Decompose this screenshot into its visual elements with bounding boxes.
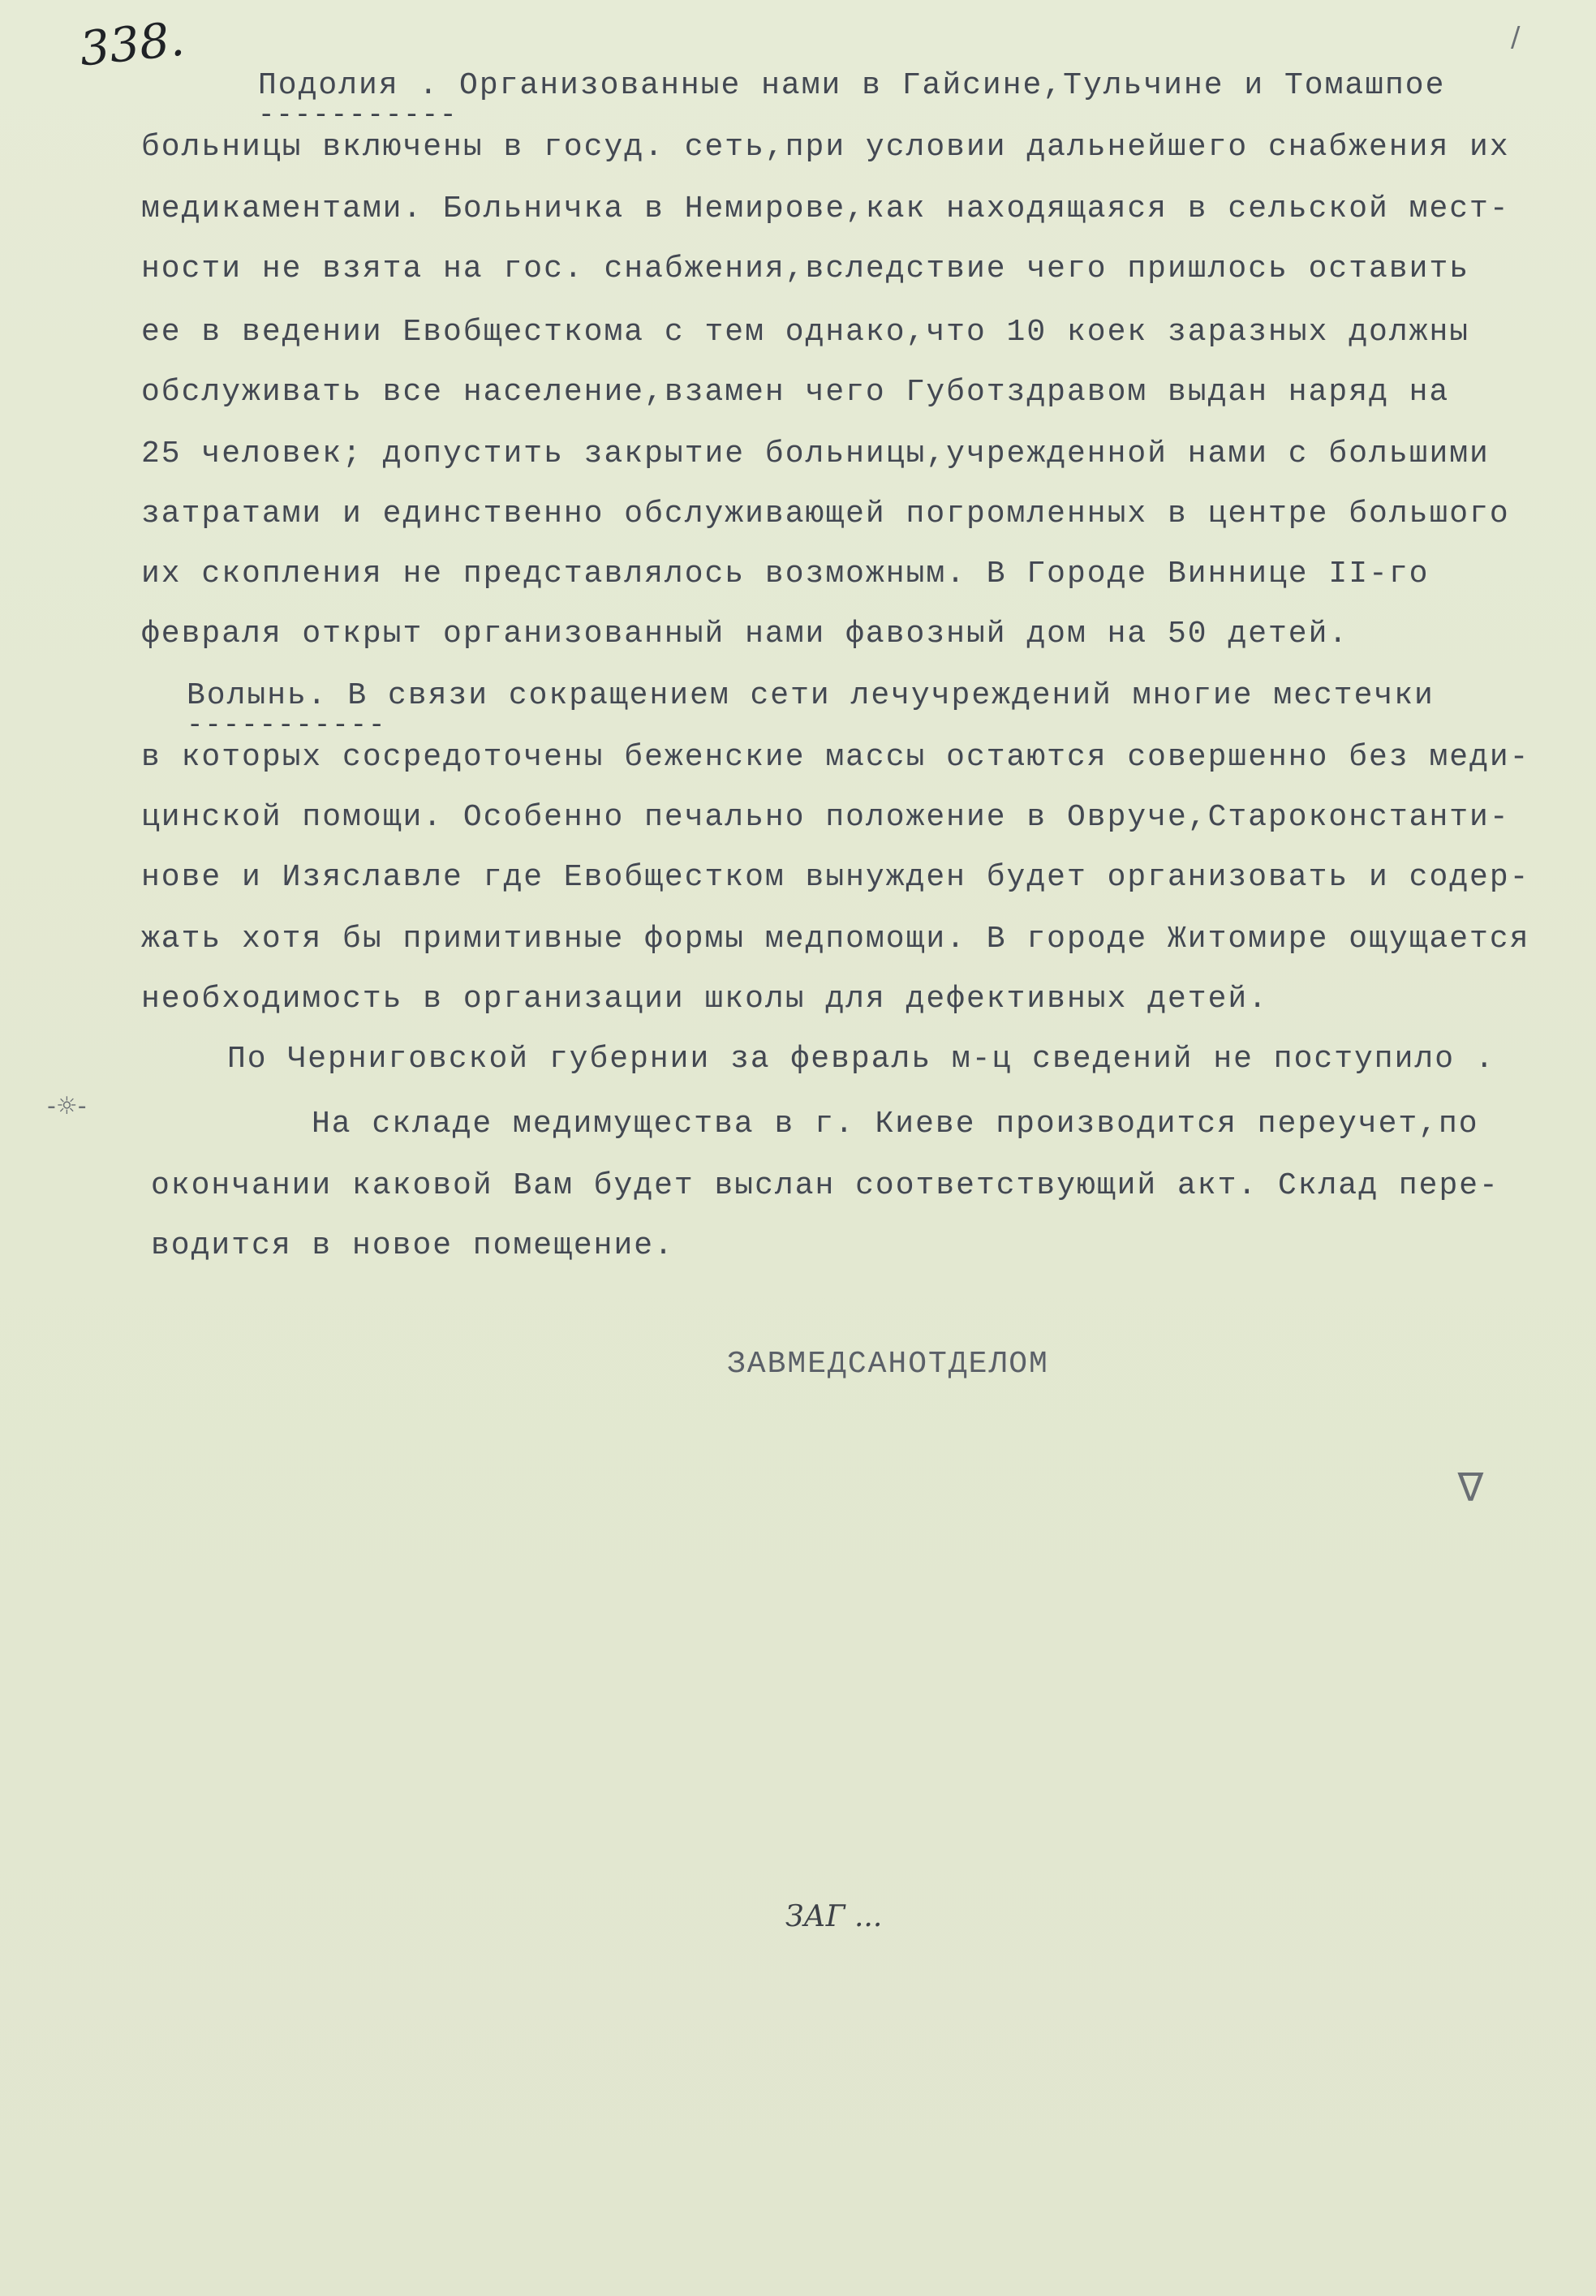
text-line-16: необходимость в организации школы для дефективных детей. <box>141 982 1269 1017</box>
text-line-1: Подолия . Организованные нами в Гайсине,Тульчине и Томашпое <box>258 68 1446 103</box>
corner-mark: / <box>1511 21 1521 54</box>
text-line-13: цинской помощи. Особенно печально положение в Овруче,Староконстанти- <box>141 800 1510 835</box>
text-line-14: нове и Изяславле где Евобщестком вынужден будет организовать и содер- <box>141 860 1530 895</box>
text-line-10: февраля открыт организованный нами фавозный дом на 50 детей. <box>141 617 1349 651</box>
text-line-9: их скопления не представлялось возможным. В Городе Виннице II-го <box>141 557 1430 591</box>
page-number-handwritten: 338. <box>76 11 187 77</box>
heading-underline-volyn: ----------- <box>187 711 387 742</box>
text-line-12: в которых сосредоточены беженские массы остаются совершенно без меди- <box>141 740 1530 775</box>
signature-title: ЗАВМЕДСАНОТДЕЛОМ <box>727 1347 1049 1382</box>
text-line-3: медикаментами. Больничка в Немирове,как находящаяся в сельской мест- <box>141 191 1510 226</box>
text-line-5: ее в ведении Евобщесткома с тем однако,что 10 коек заразных должны <box>141 315 1470 350</box>
text-line-17: По Черниговской губернии за февраль м-ц сведений не поступило . <box>227 1042 1495 1077</box>
text-line-19: окончании каковой Вам будет выслан соответствующий акт. Склад пере- <box>151 1168 1499 1203</box>
text-line-11: Волынь. В связи сокращением сети лечучреждений многие местечки <box>187 678 1435 713</box>
text-line-4: ности не взята на гос. снабжения,вследствие чего пришлось оставить <box>141 252 1470 286</box>
margin-mark: -☼- <box>47 1092 87 1120</box>
text-line-15: жать хотя бы примитивные формы медпомощи. В городе Житомире ощущается <box>141 922 1530 957</box>
text-line-18: На складе медимущества в г. Киеве производится переучет,по <box>312 1107 1479 1142</box>
heading-underline-podolia: ----------- <box>258 101 458 131</box>
text-line-7: 25 человек; допустить закрытие больницы,учрежденной нами с большими <box>141 436 1490 471</box>
text-line-8: затратами и единственно обслуживающей погромленных в центре большого <box>141 497 1510 531</box>
text-line-2: больницы включены в госуд. сеть,при условии дальнейшего снабжения их <box>141 130 1510 165</box>
text-line-6: обслуживать все население,взамен чего Губотздравом выдан наряд на <box>141 375 1450 410</box>
bottom-signature: ЗАГ ... <box>785 1900 883 1933</box>
scribble-mark-right: ᐁ <box>1457 1465 1484 1511</box>
text-line-20: водится в новое помещение. <box>151 1228 674 1263</box>
